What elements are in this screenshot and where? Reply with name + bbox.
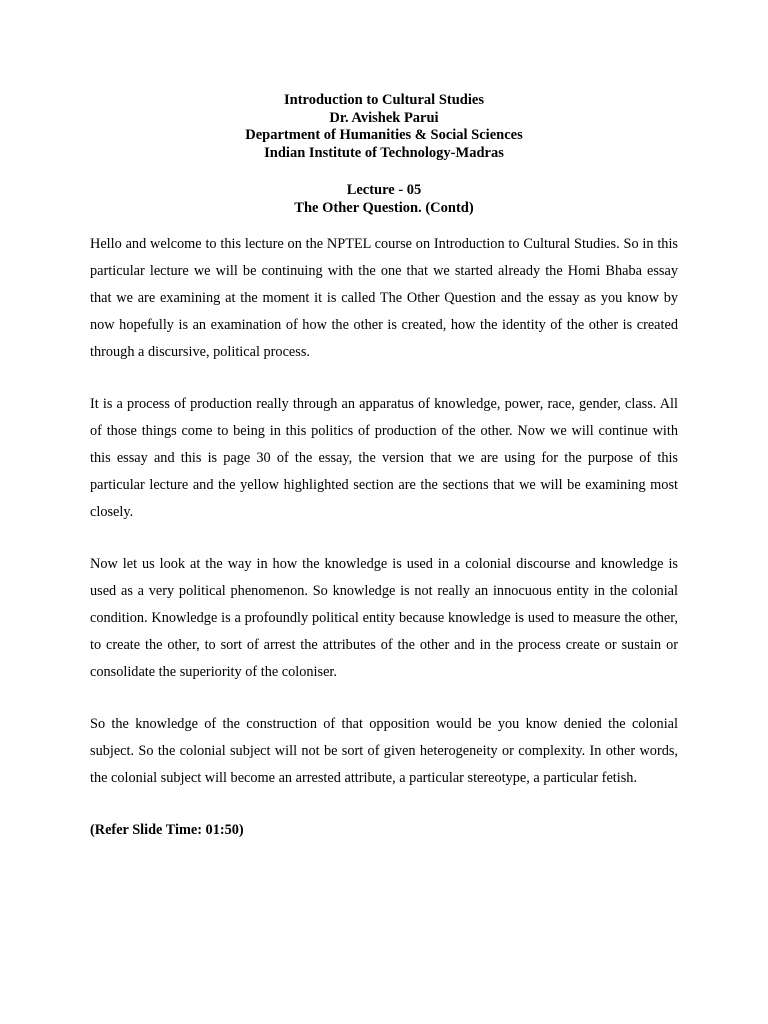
lecture-heading	[0, 181, 768, 217]
lecture-title: The Other Question. (Contd)	[294, 200, 474, 216]
course-title: Introduction to Cultural Studies	[284, 92, 484, 108]
paragraph: Hello and welcome to this lecture on the NPTEL course on Introduction to Cultural Studies. So in this particular lecture we will be continuing with the one that we started already the Homi Bhaba essay that we are examining at the moment it is called The Other Question and the essay as you know by now hopefully is an examination of how the other is created, how the identity of the other is created through a discursive, political process.	[90, 236, 678, 360]
document-header	[0, 92, 768, 162]
lecture-number: Lecture - 05	[346, 182, 422, 198]
instructor-name: Dr. Avishek Parui	[329, 109, 439, 126]
refer-slide-time: (Refer Slide Time: 01:50)	[90, 822, 244, 838]
paragraph: It is a process of production really through an apparatus of knowledge, power, race, gender, class. All of those things come to being in this politics of production of the other. Now we will continue with this essay and this is page 30 of the essay, the version that we are using for the purpose of this particular lecture and the yellow highlighted section are the sections that we will be examining most closely.	[90, 396, 678, 520]
institute-name: Indian Institute of Technology-Madras	[264, 144, 504, 161]
paragraph: Now let us look at the way in how the knowledge is used in a colonial discourse and knowledge is used as a very political phenomenon. So knowledge is not really an innocuous entity in the colonial condition. Knowledge is a profoundly political entity because knowledge is used to measure the other, to create the other, to sort of arrest the attributes of the other and in the process create or sustain or consolidate the superiority of the coloniser.	[90, 556, 678, 680]
paragraph: So the knowledge of the construction of that opposition would be you know denied the colonial subject. So the colonial subject will not be sort of given heterogeneity or complexity. In other words, the colonial subject will become an arrested attribute, a particular stereotype, a particular fetish.	[90, 716, 678, 786]
department-name: Department of Humanities & Social Sciences	[245, 127, 523, 143]
